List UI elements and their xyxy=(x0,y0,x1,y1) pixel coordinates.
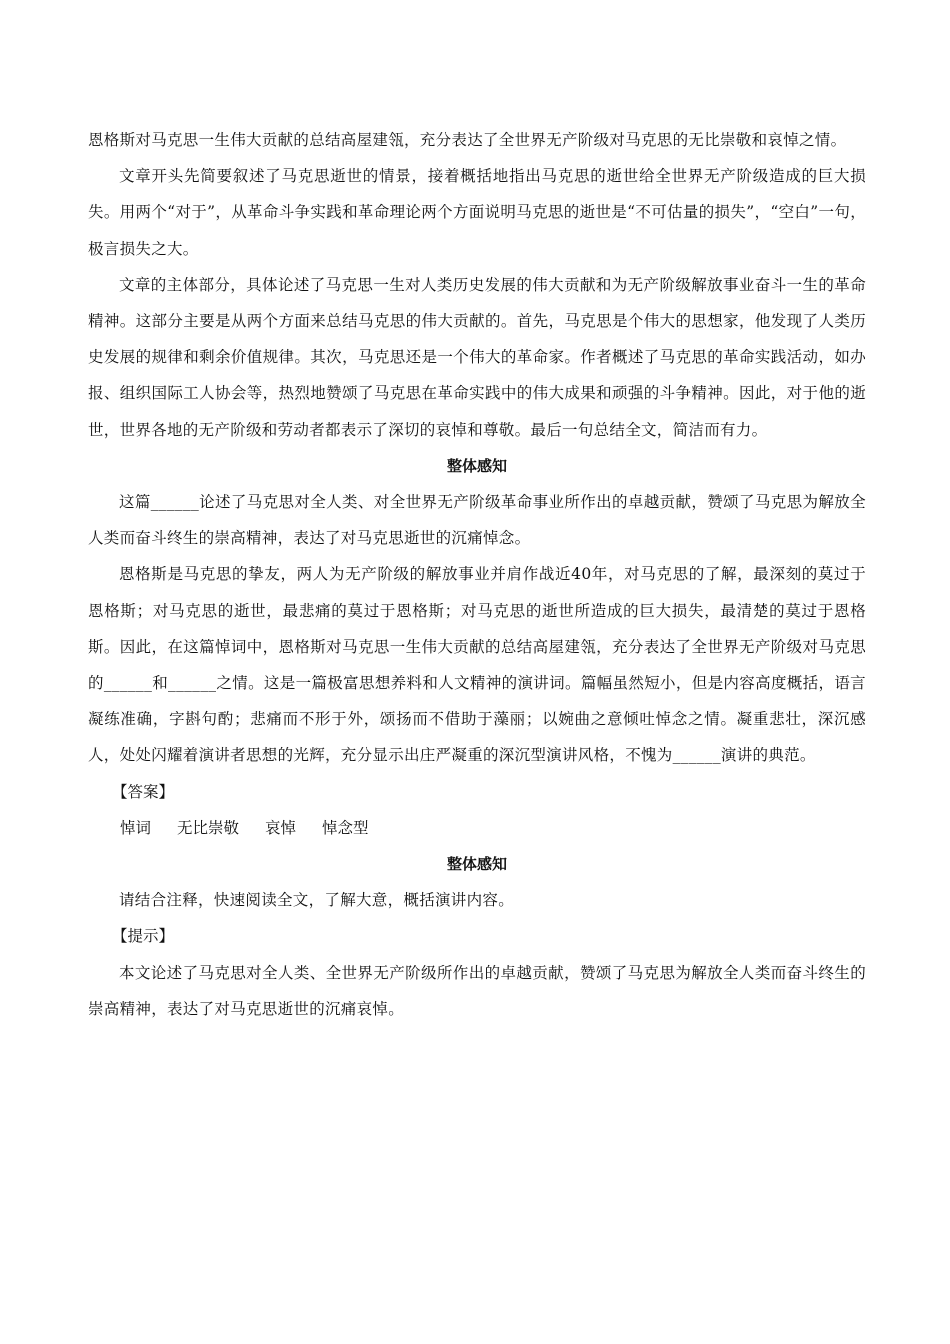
section2-paragraph-2: 本文论述了马克思对全人类、全世界无产阶级所作出的卓越贡献，赞颂了马克思为解放全人类而奋斗终生的崇高精神，表达了对马克思逝世的沉痛哀悼。 xyxy=(88,963,866,1018)
answer-item: 无比崇敬 xyxy=(177,818,240,837)
answer-item: 哀悼 xyxy=(265,818,297,837)
section1-paragraph-1: 这篇______论述了马克思对全人类、对全世界无产阶级革命事业所作出的卓越贡献，赞颂了马克思为解放全人类而奋斗终生的崇高精神，表达了对马克思逝世的沉痛悼念。 xyxy=(88,493,866,548)
intro-paragraph-2: 文章开头先简要叙述了马克思逝世的情景，接着概括地指出马克思的逝世给全世界无产阶级造成的巨大损失。用两个“对于”，从革命斗争实践和革命理论两个方面说明马克思的逝世是“不可估量的损失”，“空白”一句，极言损失之大。 xyxy=(88,167,866,258)
answer-list xyxy=(88,810,866,846)
answer-label: 【答案】 xyxy=(112,782,175,801)
answer-item: 悼词 xyxy=(120,818,152,837)
section2-paragraph-1: 请结合注释，快速阅读全文，了解大意，概括演讲内容。 xyxy=(119,891,515,910)
section-heading-2: 整体感知 xyxy=(446,855,507,874)
hint-label: 【提示】 xyxy=(112,927,175,946)
section1-paragraph-2: 恩格斯是马克思的挚友，两人为无产阶级的解放事业并肩作战近40年，对马克思的了解，最深刻的莫过于恩格斯；对马克思的逝世，最悲痛的莫过于恩格斯；对马克思的逝世所造成的巨大损失，最清楚的莫过于恩格斯。因此，在这篇悼词中，恩格斯对马克思一生伟大贡献的总结高屋建瓴，充分表达了全世界无产阶级对马克思的______和______之情。这是一篇极富思想养料和人文精神的演讲词。篇幅虽然短小，但是内容高度概括，语言凝练准确，字斟句酌；悲痛而不形于外，颂扬而不借助于藻丽；以婉曲之意倾吐悼念之情。凝重悲壮，深沉感人，处处闪耀着演讲者思想的光辉，充分显示出庄严凝重的深沉型演讲风格，不愧为______演讲的典范。 xyxy=(88,565,866,765)
document-body xyxy=(88,122,866,1027)
intro-paragraph-3: 文章的主体部分，具体论述了马克思一生对人类历史发展的伟大贡献和为无产阶级解放事业奋斗一生的革命精神。这部分主要是从两个方面来总结马克思的伟大贡献的。首先，马克思是个伟大的思想家，他发现了人类历史发展的规律和剩余价值规律。其次，马克思还是一个伟大的革命家。作者概述了马克思的革命实践活动，如办报、组织国际工人协会等，热烈地赞颂了马克思在革命实践中的伟大成果和顽强的斗争精神。因此，对于他的逝世，世界各地的无产阶级和劳动者都表示了深切的哀悼和尊敬。最后一句总结全文，简洁而有力。 xyxy=(88,275,866,439)
answer-item: 悼念型 xyxy=(322,818,369,837)
intro-paragraph-1: 恩格斯对马克思一生伟大贡献的总结高屋建瓴，充分表达了全世界无产阶级对马克思的无比崇敬和哀悼之情。 xyxy=(88,131,847,149)
section-heading-1: 整体感知 xyxy=(446,456,507,475)
